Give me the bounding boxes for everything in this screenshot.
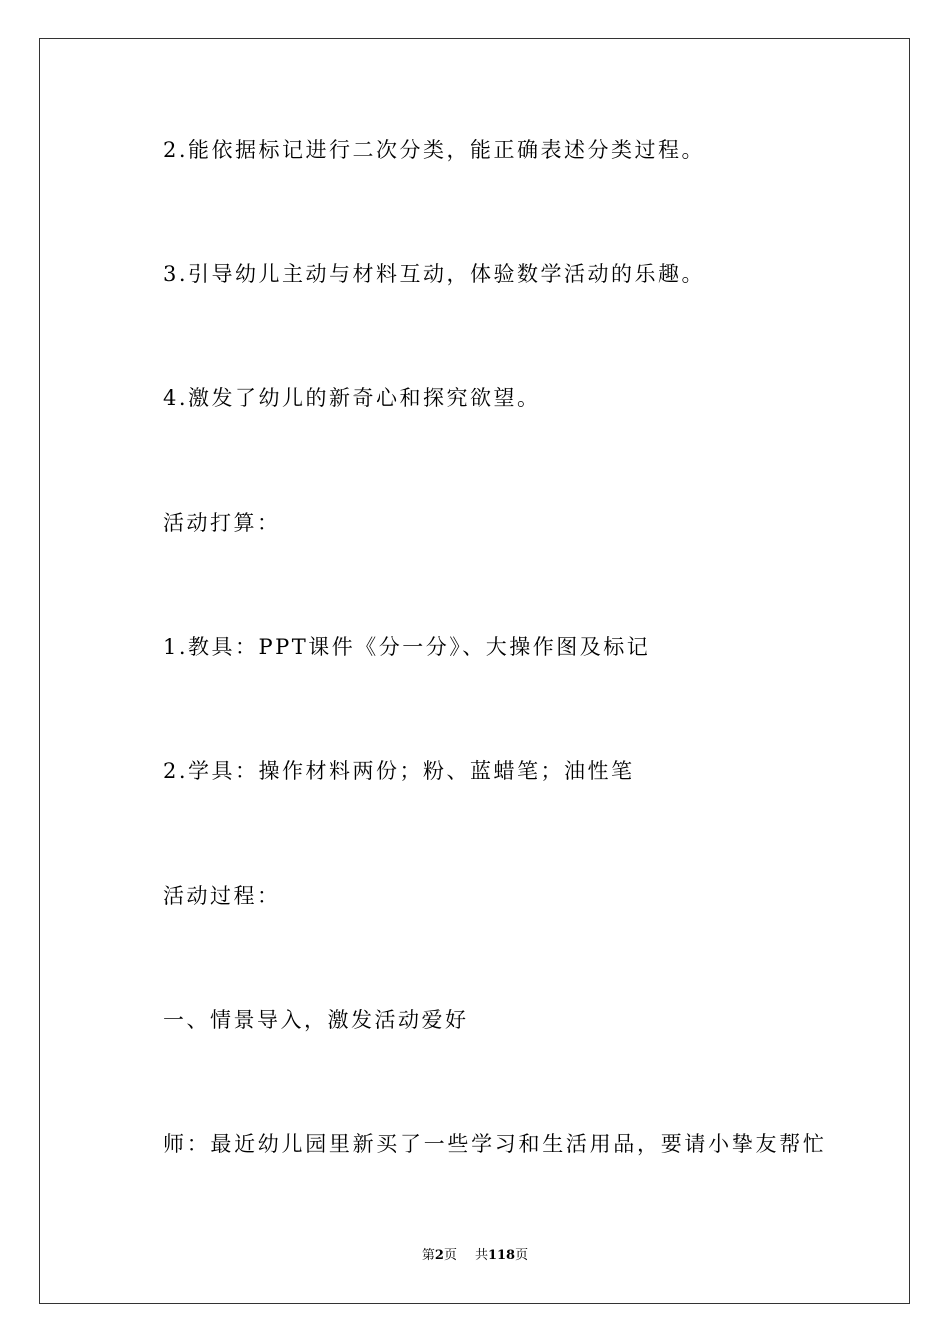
paragraph-goal-2: 2.能依据标记进行二次分类，能正确表述分类过程。 [163, 138, 706, 162]
paragraph-teacher-intro: 师：最近幼儿园里新买了一些学习和生活用品，要请小挚友帮忙 [163, 1132, 827, 1156]
footer-page-number: 2 [434, 1248, 444, 1263]
section-heading-process: 活动过程： [163, 884, 281, 908]
section-heading-preparation: 活动打算： [163, 511, 281, 535]
paragraph-teaching-aids: 1.教具：PPT课件《分一分》、大操作图及标记 [163, 635, 651, 659]
footer-total-pages: 118 [487, 1248, 516, 1263]
page-frame [39, 38, 910, 1304]
paragraph-goal-3: 3.引导幼儿主动与材料互动，体验数学活动的乐趣。 [163, 262, 706, 286]
footer-total-prefix: 共 [474, 1248, 488, 1263]
footer-total-suffix: 页 [515, 1248, 529, 1263]
paragraph-learning-materials: 2.学具：操作材料两份；粉、蓝蜡笔；油性笔 [163, 759, 635, 783]
footer-page-prefix: 第 [421, 1248, 435, 1263]
footer-page-suffix: 页 [443, 1248, 457, 1263]
paragraph-goal-4: 4.激发了幼儿的新奇心和探究欲望。 [163, 386, 541, 410]
page-footer [0, 1248, 950, 1264]
paragraph-step-one: 一、情景导入，激发活动爱好 [163, 1008, 469, 1032]
